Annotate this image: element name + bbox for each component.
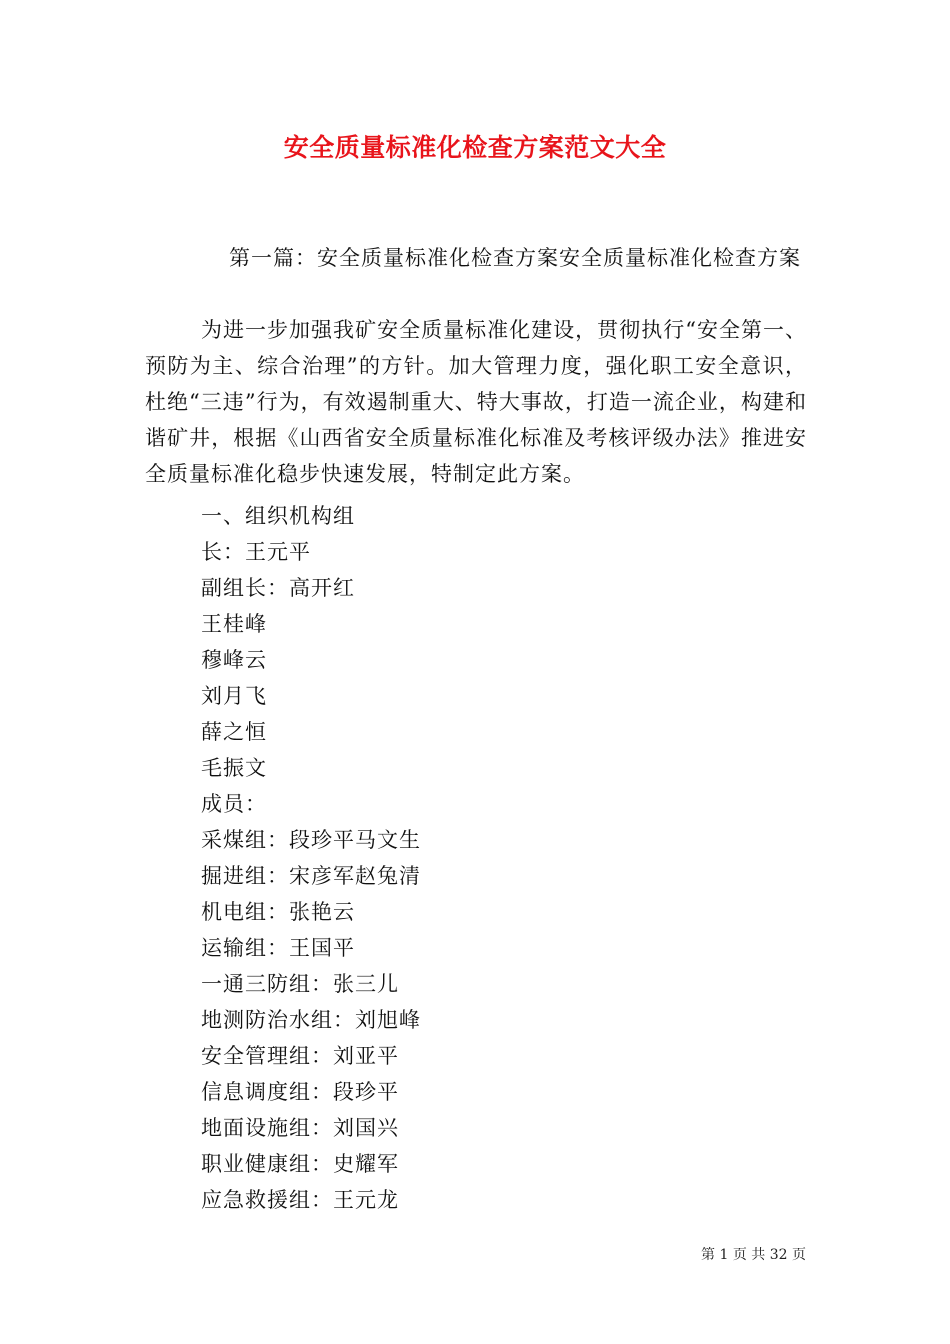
document-title: 安全质量标准化检查方案范文大全 bbox=[283, 133, 667, 162]
list-item: 地测防治水组：刘旭峰 bbox=[201, 1008, 421, 1032]
list-item: 地面设施组：刘国兴 bbox=[201, 1116, 399, 1140]
list-item: 刘月飞 bbox=[201, 684, 267, 708]
list-item: 一、组织机构组 bbox=[201, 504, 355, 528]
list-item: 副组长：高开红 bbox=[201, 576, 355, 600]
organization-list bbox=[201, 498, 421, 1218]
paragraph-1: 第一篇：安全质量标准化检查方案安全质量标准化检查方案 bbox=[229, 246, 801, 270]
list-item: 掘进组：宋彦军赵兔清 bbox=[201, 864, 421, 888]
list-item: 穆峰云 bbox=[201, 648, 267, 672]
list-item: 应急救援组：王元龙 bbox=[201, 1188, 399, 1212]
paragraph-1-block bbox=[145, 240, 807, 276]
list-item: 毛振文 bbox=[201, 756, 267, 780]
list-item: 机电组：张艳云 bbox=[201, 900, 355, 924]
list-item: 王桂峰 bbox=[201, 612, 267, 636]
list-item: 薛之恒 bbox=[201, 720, 267, 744]
list-item: 安全管理组：刘亚平 bbox=[201, 1044, 399, 1068]
paragraph-2: 为进一步加强我矿安全质量标准化建设，贯彻执行“安全第一、预防为主、综合治理”的方针。加大管理力度，强化职工安全意识，杜绝“三违”行为，有效遏制重大、特大事故，打造一流企业，构建和谐矿井，根据《山西省安全质量标准化标准及考核评级办法》推进安全质量标准化稳步快速发展，特制定此方案。 bbox=[145, 318, 807, 486]
paragraph-2-block bbox=[145, 312, 807, 492]
list-item: 信息调度组：段珍平 bbox=[201, 1080, 399, 1104]
list-item: 运输组：王国平 bbox=[201, 936, 355, 960]
list-item: 采煤组：段珍平马文生 bbox=[201, 828, 421, 852]
list-item: 一通三防组：张三儿 bbox=[201, 972, 399, 996]
list-item: 职业健康组：史耀军 bbox=[201, 1152, 399, 1176]
list-item: 长：王元平 bbox=[201, 540, 311, 564]
list-item: 成员： bbox=[201, 792, 267, 816]
page-number: 第 1 页 共 32 页 bbox=[701, 1247, 806, 1263]
